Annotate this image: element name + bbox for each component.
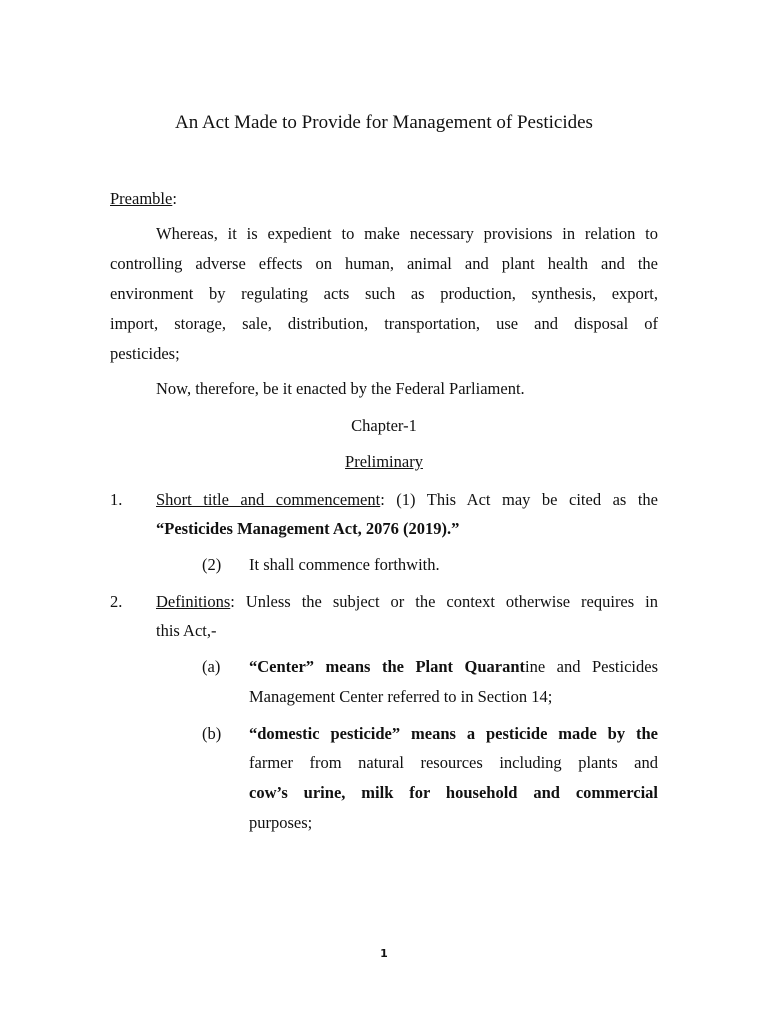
section-1-short-title: “Pesticides Management Act, 2076 (2019).”: [156, 519, 460, 538]
definition-a-line-1-rest: ine and Pesticides: [525, 657, 658, 676]
preamble-line-4: import, storage, sale, distribution, transportation, use and disposal of: [110, 314, 658, 333]
section-2-line-1: [156, 591, 658, 613]
definition-b-line-3: cow’s urine, milk for household and commercial: [249, 783, 658, 802]
preamble-line-1: Whereas, it is expedient to make necessary provisions in relation to: [156, 224, 658, 243]
preamble-body: [110, 219, 658, 369]
section-2-line-1-rest: : Unless the subject or the context otherwise requires in: [230, 592, 658, 611]
section-1-sub-2-text: It shall commence forthwith.: [249, 555, 440, 574]
definition-a-label: (a): [202, 657, 221, 676]
preamble-heading-text: Preamble: [110, 189, 173, 208]
chapter-number: Chapter-1: [351, 416, 417, 435]
definition-b-line-1: “domestic pesticide” means a pesticide made by the: [249, 724, 658, 743]
chapter-name: [0, 451, 768, 473]
section-1-line-1: [156, 489, 658, 511]
section-1-sub-2-label: (2): [202, 555, 222, 574]
section-1-line-1-rest: : (1) This Act may be cited as the: [380, 490, 658, 509]
preamble-colon: :: [172, 189, 177, 208]
preamble-line-5: pesticides;: [110, 344, 180, 363]
section-1-heading: Short title and commencement: [156, 490, 381, 509]
definition-a-line-1: [249, 656, 658, 678]
section-2-number: 2.: [110, 592, 123, 611]
page-number: 1: [380, 947, 388, 960]
preamble-line-2: controlling adverse effects on human, animal and plant health and the: [110, 254, 658, 273]
definition-b-line-4: purposes;: [249, 813, 313, 832]
section-2-heading: Definitions: [156, 592, 231, 611]
definition-a-line-2: Management Center referred to in Section 14;: [249, 687, 553, 706]
definition-a-term: “Center” means the Plant Quarant: [249, 657, 526, 676]
section-1-number: 1.: [110, 490, 123, 509]
preamble-line-3: environment by regulating acts such as production, synthesis, export,: [110, 284, 658, 303]
definition-b-label: (b): [202, 724, 222, 743]
preamble-heading: [110, 188, 177, 210]
act-title: An Act Made to Provide for Management of Pesticides: [175, 112, 593, 133]
enactment-clause: Now, therefore, be it enacted by the Federal Parliament.: [156, 379, 525, 398]
chapter-name-text: Preliminary: [345, 452, 423, 471]
section-2-line-2: this Act,-: [156, 621, 217, 640]
definition-b-line-2: farmer from natural resources including plants and: [249, 753, 658, 772]
